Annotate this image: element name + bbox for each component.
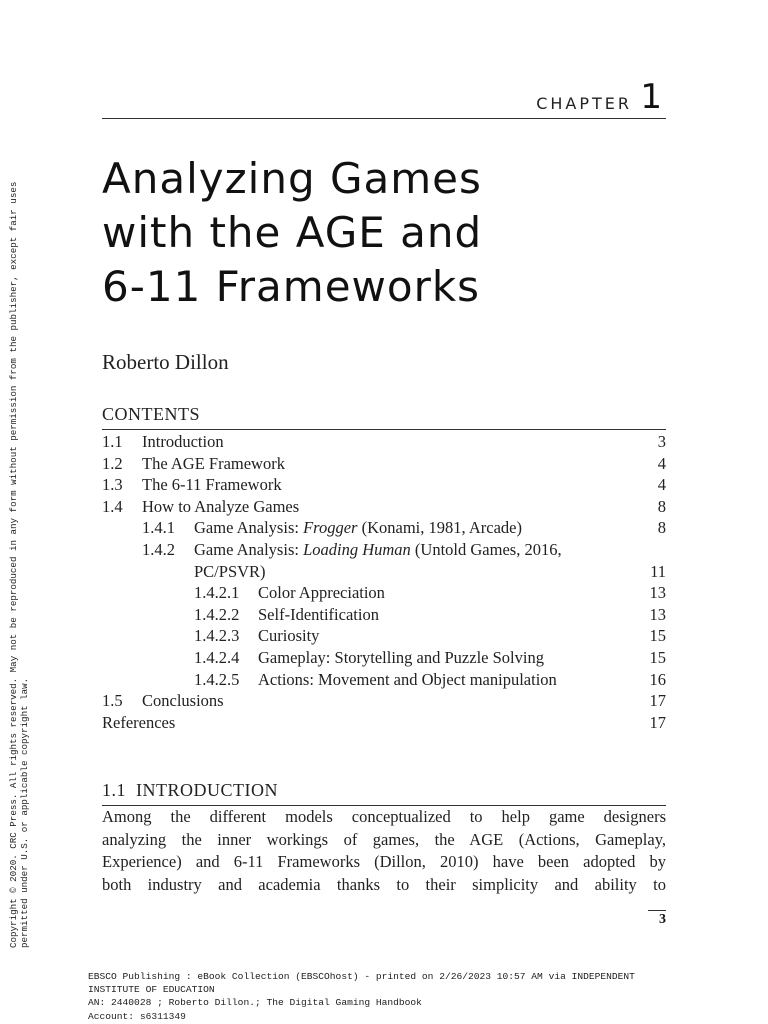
toc-entry-number: 1.4.2.1	[194, 583, 240, 603]
toc-entry	[102, 582, 666, 604]
toc-entry-title	[194, 517, 522, 539]
toc-entry-page: 15	[649, 647, 666, 667]
chapter-title	[102, 152, 662, 314]
footer-line: EBSCO Publishing : eBook Collection (EBSCOhost) - printed on 2/26/2023 10:57 AM via INDEPENDENT	[88, 971, 635, 982]
toc-entry-number: 1.4.1	[142, 518, 175, 538]
chapter-number: 1	[640, 77, 662, 117]
toc-entry-number: 1.4.2	[142, 539, 175, 559]
toc-entry-title: Conclusions	[142, 691, 224, 711]
toc-entry	[102, 669, 666, 691]
toc-entry-number: 1.4.2.4	[194, 647, 240, 667]
toc-entry-page: 4	[657, 475, 666, 495]
toc-entry	[102, 431, 666, 453]
section-body	[102, 806, 666, 896]
toc-entry-number: 1.4.2.2	[194, 604, 240, 624]
toc-entry-title-italic: Frogger	[303, 518, 358, 538]
toc-entry-page: 15	[649, 626, 666, 646]
toc-entry	[102, 474, 666, 496]
footer-line: Account: s6311349	[88, 1010, 186, 1022]
toc-entry-title: Curiosity	[258, 626, 320, 646]
chapter-title-line: 6-11 Frameworks	[102, 262, 481, 311]
toc-entry-number: 1.4	[102, 496, 123, 516]
toc-entry	[102, 561, 666, 583]
table-of-contents	[102, 431, 666, 733]
section-heading: 1.1 INTRODUCTION	[102, 780, 666, 806]
copyright-notice: Copyright © 2020. CRC Press. All rights reserved. May not be reproduced in any form without permission from the publisher, except fair uses permitted under U.S. or applicable copyright law.	[8, 181, 30, 948]
contents-heading: CONTENTS	[102, 404, 666, 430]
footer-line: INSTITUTE OF EDUCATION	[88, 984, 215, 996]
toc-entry	[102, 647, 666, 669]
toc-entry-page: 13	[649, 604, 666, 624]
toc-entry-title-part: (Untold Games, 2016,	[410, 539, 562, 559]
toc-entry-title: The AGE Framework	[142, 453, 285, 473]
toc-entry-page: 17	[649, 691, 666, 711]
toc-entry-title: The 6-11 Framework	[142, 475, 282, 495]
footer-line: AN: 2440028 ; Roberto Dillon.; The Digital Gaming Handbook	[88, 997, 422, 1009]
toc-entry-title: How to Analyze Games	[142, 496, 300, 516]
toc-entry-number: 1.1	[102, 432, 123, 451]
toc-entry	[102, 539, 666, 561]
body-line: analyzing the inner workings of games, the AGE (Actions, Gameplay,	[102, 829, 666, 849]
toc-entry-title: Color Appreciation	[258, 583, 385, 603]
toc-entry-title-part: Game Analysis:	[194, 539, 304, 559]
toc-entry-title: Self-Identification	[258, 604, 379, 624]
chapter-title-line: Analyzing Games	[102, 154, 482, 203]
toc-entry-number: 1.4.2.3	[194, 626, 240, 646]
toc-entry-page: 17	[649, 712, 666, 732]
toc-entry-title	[194, 539, 562, 561]
toc-entry-title: Gameplay: Storytelling and Puzzle Solving	[258, 647, 544, 667]
chapter-label: CHAPTER	[536, 94, 632, 113]
toc-entry	[102, 453, 666, 475]
toc-entry-page: 8	[657, 496, 666, 516]
toc-entry	[102, 712, 666, 734]
toc-entry-number: 1.2	[102, 453, 123, 473]
toc-entry-number: 1.3	[102, 475, 123, 495]
toc-entry-number: 1.5	[102, 691, 123, 711]
toc-entry	[102, 496, 666, 518]
print-footer	[88, 970, 688, 1023]
toc-entry-title-continued: PC/PSVR)	[194, 561, 266, 581]
page-number: 3	[648, 910, 666, 928]
toc-entry-number: 1.4.2.5	[194, 669, 240, 689]
toc-entry	[102, 625, 666, 647]
toc-entry-title: References	[102, 712, 176, 732]
toc-entry	[102, 517, 666, 539]
author-name: Roberto Dillon	[102, 350, 229, 374]
toc-entry-page: 13	[649, 583, 666, 603]
chapter-header	[102, 78, 666, 119]
toc-entry-title-italic: Loading Human	[303, 539, 411, 559]
toc-entry	[102, 690, 666, 712]
toc-entry-title-part: Game Analysis:	[194, 518, 304, 538]
toc-entry-title-part: (Konami, 1981, Arcade)	[357, 518, 522, 538]
toc-entry	[102, 604, 666, 626]
toc-entry-page: 11	[650, 561, 666, 581]
toc-entry-title: Actions: Movement and Object manipulation	[258, 669, 557, 689]
body-line: Experience) and 6-11 Frameworks (Dillon, 2010) have been adopted by	[102, 852, 666, 871]
body-line: Among the different models conceptualized to help game designers	[102, 807, 666, 826]
toc-entry-page: 16	[649, 669, 666, 689]
toc-entry-page: 4	[657, 453, 666, 473]
toc-entry-title: Introduction	[142, 432, 224, 451]
chapter-title-line: with the AGE and	[102, 208, 483, 257]
toc-entry-page: 3	[657, 432, 666, 451]
body-line: both industry and academia thanks to their simplicity and ability to	[102, 874, 666, 894]
toc-entry-page: 8	[657, 518, 666, 538]
